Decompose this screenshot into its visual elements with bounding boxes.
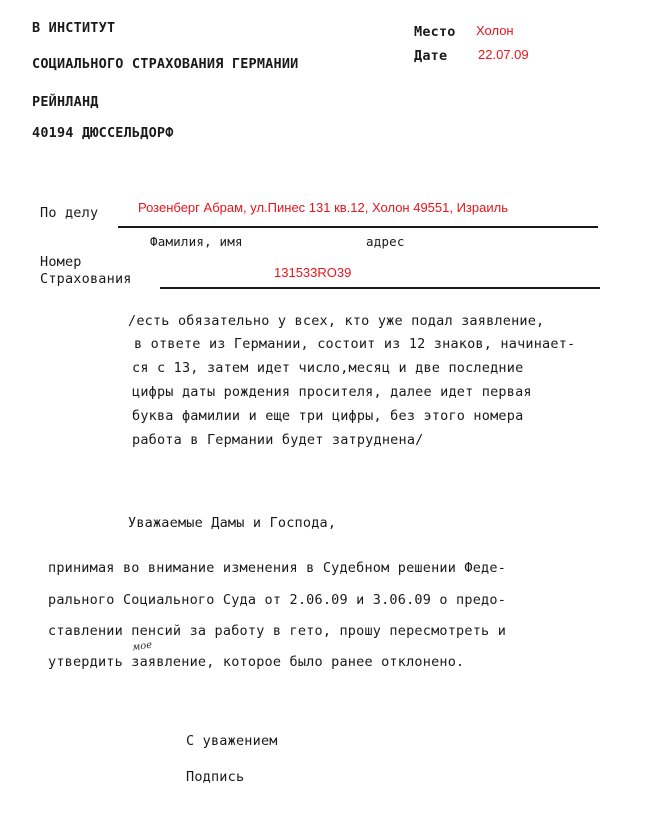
body-line: рального Социального Суда от 2.06.09 и 3.06.09 о предо- — [48, 592, 507, 608]
insurance-number: 131533RO39 — [274, 265, 352, 280]
case-caption-name: Фамилия, имя — [150, 234, 243, 249]
insurance-label-line-2: Страхования — [40, 271, 132, 287]
note-line: буква фамилии и еще три цифры, без этого номера — [132, 408, 524, 424]
case-underline — [118, 226, 598, 228]
note-line: работа в Германии будет затруднена/ — [132, 432, 424, 448]
insurance-label-line-1: Номер — [40, 254, 82, 270]
case-value: Розенберг Абрам, ул.Пинес 131 кв.12, Холон 49551, Израиль — [138, 200, 508, 215]
note-line: цифры даты рождения просителя, далее идет первая — [132, 384, 532, 400]
body-line: принимая во внимание изменения в Судебном решении Феде- — [48, 560, 507, 576]
signature-label: Подпись — [186, 769, 245, 785]
place-label: Место — [414, 24, 456, 40]
handwritten-insert: мое — [131, 639, 153, 654]
addressee-line-1: В ИНСТИТУТ — [32, 20, 116, 36]
note-line: /есть обязательно у всех, кто уже подал заявление, — [128, 313, 545, 329]
date-label: Дате — [414, 48, 448, 64]
addressee-line-4: 40194 ДЮССЕЛЬДОРФ — [32, 125, 174, 141]
note-line: ся с 13, затем идет число,месяц и две последние — [132, 360, 524, 376]
case-label: По делу — [40, 205, 99, 221]
date-value: 22.07.09 — [478, 47, 529, 62]
body-line: утвердить заявление, которое было ранее отклонено. — [48, 654, 465, 670]
case-caption-address: адрес — [366, 234, 405, 249]
place-value: Холон — [476, 23, 514, 38]
note-line: в ответе из Германии, состоит из 12 знаков, начинает- — [134, 336, 576, 352]
body-line: ставлении пенсий за работу в гето, прошу пересмотреть и — [48, 623, 507, 639]
salutation: Уважаемые Дамы и Господа, — [128, 515, 337, 531]
addressee-line-3: РЕЙНЛАНД — [32, 94, 99, 110]
insurance-underline — [160, 287, 600, 289]
addressee-line-2: СОЦИАЛЬНОГО СТРАХОВАНИЯ ГЕРМАНИИ — [32, 56, 299, 72]
closing: С уважением — [186, 733, 278, 749]
